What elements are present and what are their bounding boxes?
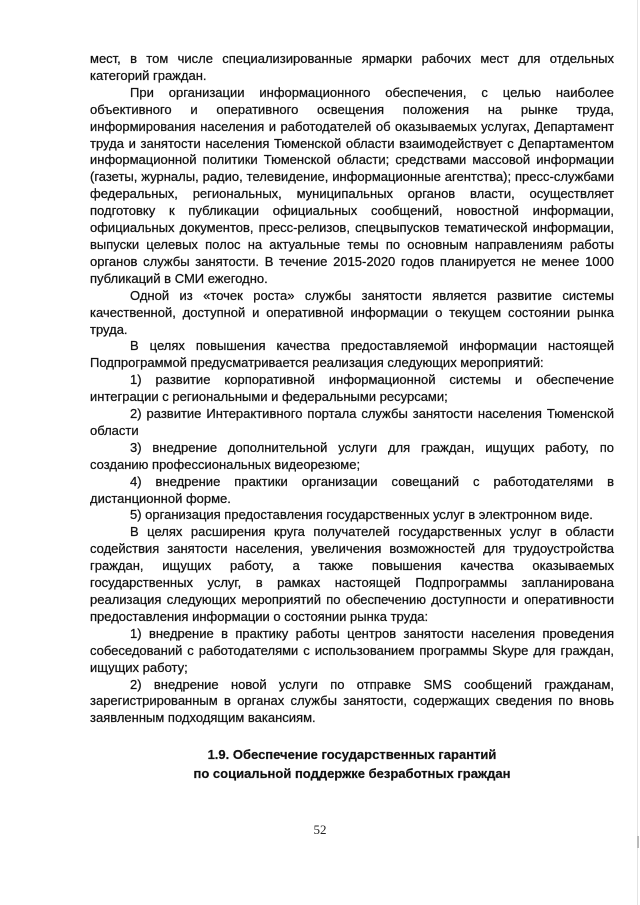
paragraph-list — [90, 51, 614, 727]
section-heading-line-2: по социальной поддержке безработных граждан — [193, 766, 511, 782]
paragraph: 1) развитие корпоративной информационной системы и обеспечение интеграции с региональными и федеральными ресурсами; — [90, 372, 614, 405]
paragraph: 5) организация предоставления государственных услуг в электронном виде. — [130, 507, 593, 523]
paragraph: 4) внедрение практики организации совещаний с работодателями в дистанционной форме. — [90, 473, 614, 506]
page-edge — [637, 0, 638, 905]
document-body — [90, 51, 614, 783]
section-heading-line-1: 1.9. Обеспечение государственных гарантий — [207, 747, 497, 763]
paragraph: 2) развитие Интерактивного портала службы занятости населения Тюменской области — [90, 406, 614, 438]
section-heading — [90, 745, 614, 783]
paragraph: Одной из «точек роста» службы занятости является развитие системы качественной, доступной и оперативной информации о текущем состоянии рынка труда. — [90, 287, 614, 337]
paragraph: мест, в том числе специализированные ярмарки рабочих мест для отдельных категорий граждан. — [90, 51, 614, 83]
paragraph: При организации информационного обеспечения, с целью наиболее объективного и оперативного освещения положения на рынке труда, информирования населения и работодателей об оказываемых услугах, Департамент труда и занятости населения Тюменской области взаимодействует с Департаментом информационной политики Тюменской области; средствами массовой информации (газеты, журналы, радио, телевидение, информационные агентства); пресс-службами федеральных, региональных, муниципальных органов власти, осуществляет подготовку к публикации официальных сообщений, новостной информации, официальных документов, пресс-релизов, спецвыпусков тематической информации, выпуски целевых полос на актуальные темы по основным направлениям работы органов службы занятости. В течение 2015-2020 годов планируется не менее 1000 публикаций в СМИ ежегодно. — [90, 84, 614, 286]
paragraph: В целях повышения качества предоставляемой информации настоящей Подпрограммой предусматривается реализация следующих мероприятий: — [90, 338, 614, 371]
paragraph: 1) внедрение в практику работы центров занятости населения проведения собеседований с работодателями с использованием программы Skype для граждан, ищущих работу; — [90, 625, 614, 675]
paragraph: 2) внедрение новой услуги по отправке SMS сообщений гражданам, зарегистрированным в органах службы занятости, содержащих сведения по вновь заявленным подходящим вакансиям. — [90, 676, 614, 726]
page-number: 52 — [313, 822, 327, 837]
paragraph: 3) внедрение дополнительной услуги для граждан, ищущих работу, по созданию профессиональных видеорезюме; — [90, 439, 614, 472]
paragraph: В целях расширения круга получателей государственных услуг в области содействия занятости населения, увеличения возможностей для трудоустройства граждан, ищущих работу, а также повышения качества оказываемых государственных услуг, в рамках настоящей Подпрограммы запланирована реализация следующих мероприятий по обеспечению доступности и оперативности предоставления информации о состоянии рынка труда: — [90, 524, 614, 624]
